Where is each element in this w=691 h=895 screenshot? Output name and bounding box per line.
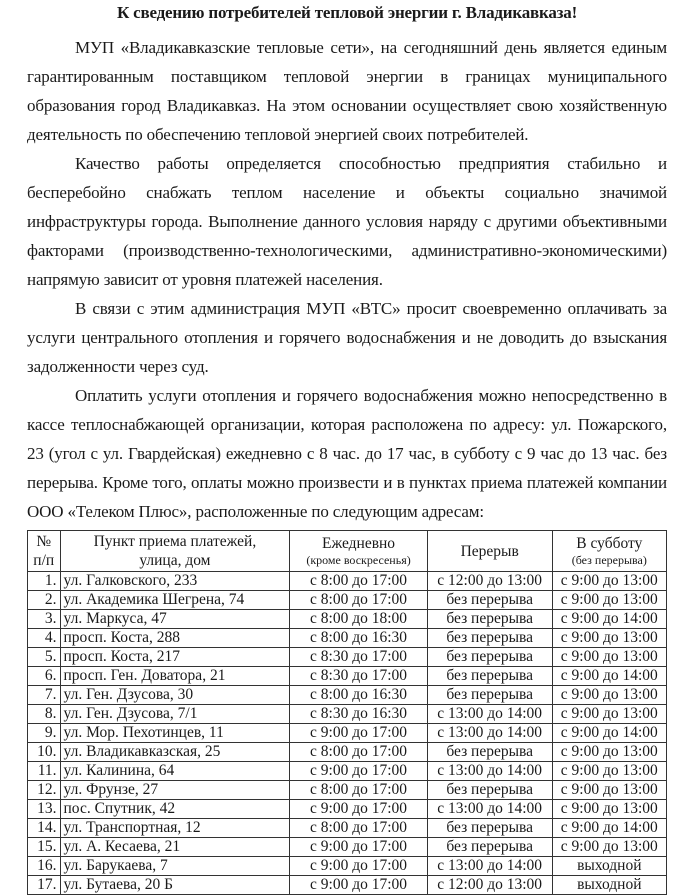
cell-number: 1. [28, 572, 61, 591]
cell-saturday-hours: выходной [552, 857, 666, 876]
cell-daily-hours: с 8:30 до 17:00 [290, 667, 427, 686]
cell-address: ул. Барукаева, 7 [60, 857, 290, 876]
cell-saturday-hours: с 9:00 до 13:00 [552, 781, 666, 800]
cell-saturday-hours: с 9:00 до 13:00 [552, 591, 666, 610]
table-row [28, 724, 667, 743]
paragraph-payment-locations: Оплатить услуги отопления и горячего водоснабжения можно непосредственно в кассе теплоснабжающей организации, которая расположена по адресу: ул. Пожарского, 23 (угол с ул. Гвардейская) ежедневно с 8 час. до 17 час, в субботу с 9 час до 13 час. без перерыва. Кроме того, оплаты можно произвести и в пунктах приема платежей компании ООО «Телеком Плюс», расположенные по следующим адресам: [27, 386, 667, 521]
cell-number: 2. [28, 591, 61, 610]
table-row [28, 610, 667, 629]
cell-break-hours: без перерыва [427, 591, 552, 610]
header-saturday-main: В субботу [576, 535, 643, 552]
table-row [28, 743, 667, 762]
cell-break-hours: с 12:00 до 13:00 [427, 572, 552, 591]
cell-saturday-hours: с 9:00 до 14:00 [552, 667, 666, 686]
cell-address: ул. Галковского, 233 [60, 572, 290, 591]
document-title: К сведению потребителей тепловой энергии г. Владикавказа! [116, 3, 578, 22]
cell-daily-hours: с 8:30 до 16:30 [290, 705, 427, 724]
cell-daily-hours: с 8:00 до 18:00 [290, 610, 427, 629]
paragraph-intro: МУП «Владикавказские тепловые сети», на сегодняшний день является единым гарантированным поставщиком тепловой энергии в границах муниципального образования город Владикавказ. На этом основании осуществляет свою хозяйственную деятельность по обеспечению тепловой энергией своих потребителей. [27, 38, 667, 144]
cell-break-hours: с 13:00 до 14:00 [427, 724, 552, 743]
table-row [28, 819, 667, 838]
cell-daily-hours: с 9:00 до 17:00 [290, 876, 427, 895]
paragraph-request: В связи с этим администрация МУП «ВТС» просит своевременно оплачивать за услуги центрального отопления и горячего водоснабжения и не доводить до взыскания задолженности через суд. [27, 299, 667, 376]
table-row [28, 876, 667, 895]
cell-daily-hours: с 8:00 до 16:30 [290, 629, 427, 648]
cell-saturday-hours: с 9:00 до 13:00 [552, 762, 666, 781]
cell-saturday-hours: выходной [552, 876, 666, 895]
table-row [28, 629, 667, 648]
header-number [28, 531, 61, 572]
cell-saturday-hours: с 9:00 до 14:00 [552, 610, 666, 629]
header-address [60, 531, 290, 572]
cell-daily-hours: с 9:00 до 17:00 [290, 838, 427, 857]
table-header-row [28, 531, 667, 572]
cell-saturday-hours: с 9:00 до 13:00 [552, 572, 666, 591]
cell-break-hours: без перерыва [427, 686, 552, 705]
table-row [28, 572, 667, 591]
header-daily [290, 531, 427, 572]
cell-address: ул. Ген. Дзусова, 7/1 [60, 705, 290, 724]
header-saturday [552, 531, 666, 572]
cell-break-hours: с 13:00 до 14:00 [427, 800, 552, 819]
cell-number: 11. [28, 762, 61, 781]
table-row [28, 857, 667, 876]
cell-number: 5. [28, 648, 61, 667]
cell-address: ул. Владикавказская, 25 [60, 743, 290, 762]
table-row [28, 705, 667, 724]
cell-number: 6. [28, 667, 61, 686]
cell-daily-hours: с 9:00 до 17:00 [290, 800, 427, 819]
cell-daily-hours: с 8:30 до 17:00 [290, 648, 427, 667]
table-row [28, 686, 667, 705]
cell-daily-hours: с 8:00 до 17:00 [290, 781, 427, 800]
cell-address: ул. Маркуса, 47 [60, 610, 290, 629]
cell-daily-hours: с 8:00 до 17:00 [290, 819, 427, 838]
cell-daily-hours: с 9:00 до 17:00 [290, 857, 427, 876]
cell-number: 10. [28, 743, 61, 762]
table-row [28, 591, 667, 610]
cell-saturday-hours: с 9:00 до 13:00 [552, 705, 666, 724]
cell-daily-hours: с 8:00 до 16:30 [290, 686, 427, 705]
cell-break-hours: без перерыва [427, 610, 552, 629]
header-daily-main: Ежедневно [321, 535, 396, 552]
table-row [28, 838, 667, 857]
cell-address: ул. Ген. Дзусова, 30 [60, 686, 290, 705]
header-address-sub: улица, дом [139, 552, 211, 569]
cell-break-hours: без перерыва [427, 743, 552, 762]
header-daily-sub: (кроме воскресенья) [306, 553, 411, 567]
cell-break-hours: с 13:00 до 14:00 [427, 857, 552, 876]
header-break-main: Перерыв [460, 542, 519, 560]
cell-break-hours: без перерыва [427, 629, 552, 648]
cell-break-hours: без перерыва [427, 667, 552, 686]
header-number-sub: п/п [33, 552, 55, 569]
cell-number: 9. [28, 724, 61, 743]
cell-number: 15. [28, 838, 61, 857]
cell-address: просп. Коста, 217 [60, 648, 290, 667]
table-row [28, 762, 667, 781]
cell-address: ул. Мор. Пехотинцев, 11 [60, 724, 290, 743]
cell-address: ул. А. Кесаева, 21 [60, 838, 290, 857]
cell-break-hours: без перерыва [427, 819, 552, 838]
cell-address: просп. Ген. Доватора, 21 [60, 667, 290, 686]
cell-address: ул. Академика Шегрена, 74 [60, 591, 290, 610]
cell-break-hours: с 12:00 до 13:00 [427, 876, 552, 895]
table-row [28, 781, 667, 800]
header-saturday-sub: (без перерыва) [571, 553, 647, 567]
cell-address: ул. Бутаева, 20 Б [60, 876, 290, 895]
cell-saturday-hours: с 9:00 до 14:00 [552, 819, 666, 838]
table-row [28, 800, 667, 819]
cell-address: пос. Спутник, 42 [60, 800, 290, 819]
cell-number: 17. [28, 876, 61, 895]
cell-number: 3. [28, 610, 61, 629]
cell-address: ул. Калинина, 64 [60, 762, 290, 781]
cell-daily-hours: с 9:00 до 17:00 [290, 724, 427, 743]
cell-saturday-hours: с 9:00 до 13:00 [552, 648, 666, 667]
cell-saturday-hours: с 9:00 до 13:00 [552, 800, 666, 819]
cell-saturday-hours: с 9:00 до 13:00 [552, 686, 666, 705]
table-row [28, 648, 667, 667]
cell-number: 13. [28, 800, 61, 819]
cell-saturday-hours: с 9:00 до 14:00 [552, 724, 666, 743]
cell-number: 8. [28, 705, 61, 724]
cell-break-hours: без перерыва [427, 648, 552, 667]
header-break [427, 531, 552, 572]
header-address-main: Пункт приема платежей, [93, 533, 257, 550]
cell-break-hours: без перерыва [427, 781, 552, 800]
cell-break-hours: с 13:00 до 14:00 [427, 705, 552, 724]
cell-break-hours: с 13:00 до 14:00 [427, 762, 552, 781]
payment-points-table [27, 530, 667, 895]
cell-break-hours: без перерыва [427, 838, 552, 857]
cell-number: 7. [28, 686, 61, 705]
table-body [28, 572, 667, 895]
cell-saturday-hours: с 9:00 до 13:00 [552, 743, 666, 762]
cell-number: 16. [28, 857, 61, 876]
cell-number: 14. [28, 819, 61, 838]
cell-address: ул. Фрунзе, 27 [60, 781, 290, 800]
paragraph-quality: Качество работы определяется способностью предприятия стабильно и бесперебойно снабжать теплом население и объекты социально значимой инфраструктуры города. Выполнение данного условия наряду с другими объективными факторами (производственно-технологическими, административно-экономическими) напрямую зависит от уровня платежей населения. [27, 154, 667, 289]
cell-number: 12. [28, 781, 61, 800]
table-row [28, 667, 667, 686]
cell-daily-hours: с 8:00 до 17:00 [290, 743, 427, 762]
cell-daily-hours: с 8:00 до 17:00 [290, 591, 427, 610]
cell-daily-hours: с 9:00 до 17:00 [290, 762, 427, 781]
cell-address: ул. Транспортная, 12 [60, 819, 290, 838]
cell-saturday-hours: с 9:00 до 13:00 [552, 838, 666, 857]
cell-number: 4. [28, 629, 61, 648]
header-number-main: № [36, 533, 52, 550]
cell-saturday-hours: с 9:00 до 13:00 [552, 629, 666, 648]
cell-address: просп. Коста, 288 [60, 629, 290, 648]
cell-daily-hours: с 8:00 до 17:00 [290, 572, 427, 591]
